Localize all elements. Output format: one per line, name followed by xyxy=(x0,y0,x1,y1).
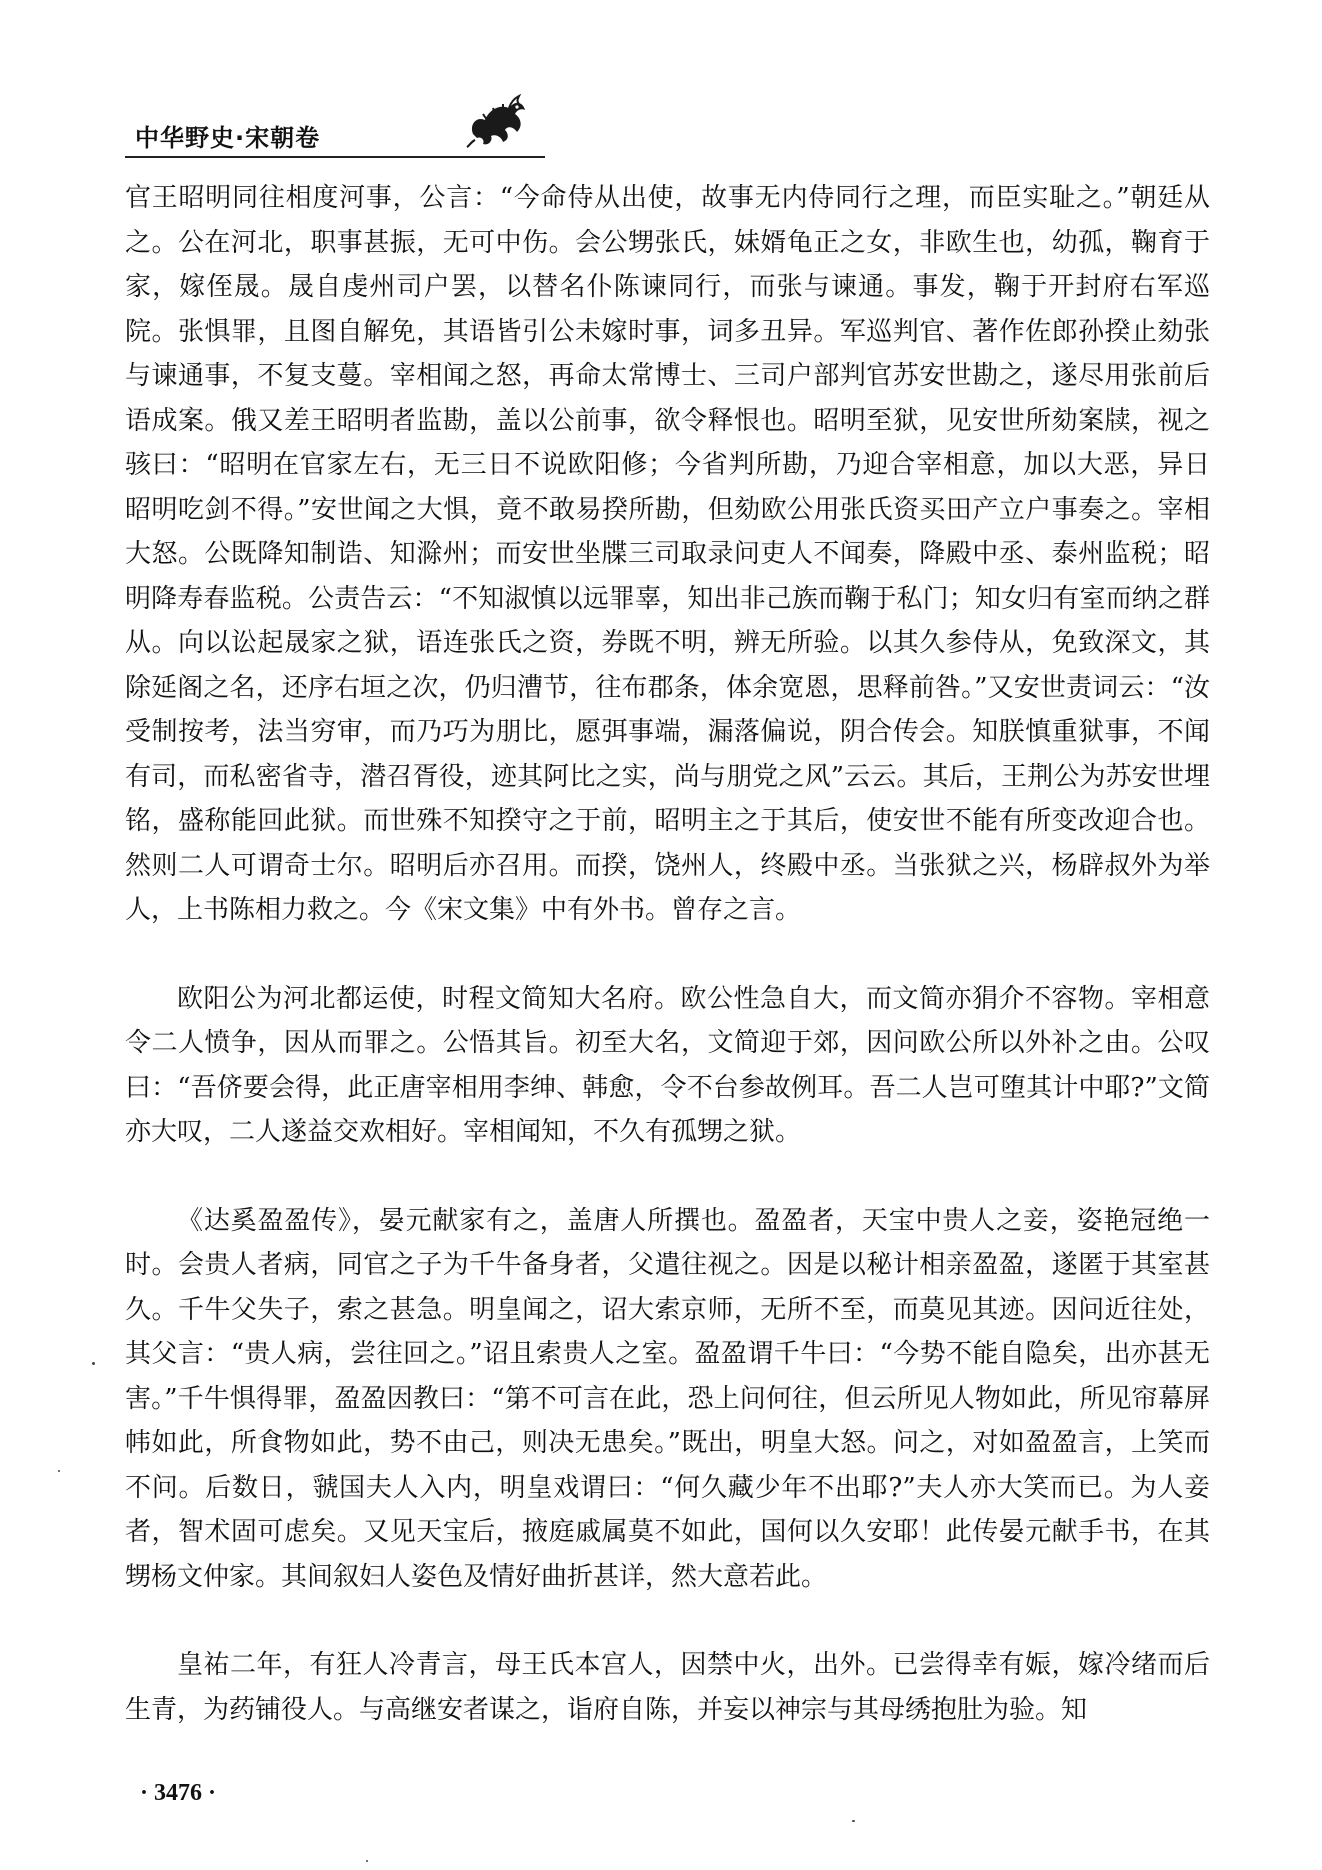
paragraph-3: 《达奚盈盈传》，晏元献家有之，盖唐人所撰也。盈盈者，天宝中贵人之妾，姿艳冠绝一时。会贵人者病，同官之子为千牛备身者，父遣往视之。因是以秘计相亲盈盈，遂匿于其室甚久。千牛父失子，索之甚急。明皇闻之，诏大索京师，无所不至，而莫见其迹。因问近往处，其父言：“贵人病，尝往回之。”诏且索贵人之室。盈盈谓千牛曰：“今势不能自隐矣，出亦甚无害。”千牛惧得罪，盈盈因教曰：“第不可言在此，恐上问何往，但云所见人物如此，所见帘幕屏帏如此，所食物如此，势不由己，则决无患矣。”既出，明皇大怒。问之，对如盈盈言，上笑而不问。后数日，虢国夫人入内，明皇戏谓曰：“何久藏少年不出耶?”夫人亦大笑而已。为人妾者，智术固可虑矣。又见天宝后，掖庭戚属莫不如此，国何以久安耶！此传晏元献手书，在其甥杨文仲家。其间叙妇人姿色及情好曲折甚详，然大意若此。 xyxy=(125,1205,1210,1592)
running-header xyxy=(125,80,545,155)
dragon-icon xyxy=(465,90,529,148)
scan-speck xyxy=(852,1820,855,1822)
header-rule xyxy=(125,156,545,158)
paragraph-4: 皇祐二年，有狂人冷青言，母王氏本宫人，因禁中火，出外。已尝得幸有娠，嫁冷绪而后生青，为药铺役人。与高继安者谋之，诣府自陈，并妄以神宗与其母绣抱肚为验。知 xyxy=(125,1650,1210,1725)
scan-speck xyxy=(92,1362,95,1365)
scan-speck xyxy=(366,1860,368,1862)
book-title: 中华野史·宋朝卷 xyxy=(135,124,321,152)
paragraph-1: 官王昭明同往相度河事，公言：“今命侍从出使，故事无内侍同行之理，而臣实耻之。”朝廷从之。公在河北，职事甚振，无可中伤。会公甥张氏，妹婿龟正之女，非欧生也，幼孤，鞠育于家，嫁侄晟。晟自虔州司户罢，以替名仆陈谏同行，而张与谏通。事发，鞠于开封府右军巡院。张惧罪，且图自解免，其语皆引公未嫁时事，词多丑异。军巡判官、著作佐郎孙揆止劾张与谏通事，不复支蔓。宰相闻之怒，再命太常博士、三司户部判官苏安世勘之，遂尽用张前后语成案。俄又差王昭明者监勘，盖以公前事，欲令释恨也。昭明至狱，见安世所劾案牍，视之骇曰：“昭明在官家左右，无三日不说欧阳修；今省判所勘，乃迎合宰相意，加以大恶，异日 昭明吃剑不得。”安世闻之大惧，竟不敢易揆所勘，但劾欧公用张氏资买田产立户事奏之。宰相大怒。公既降知制诰、知滁州；而安世坐牒三司取录问吏人不闻奏，降殿中丞、泰州监税；昭明降寿春监税。公责告云：“不知淑慎以远罪辜，知出非己族而鞠于私门；知女归有室而纳之群从。向以讼起晟家之狱，语连张氏之资，券既不明，辨无所验。以其久参侍从，免致深文，其除延阁之名，还序右垣之次，仍归漕节，往布郡条，体余宽恩，思释前咎。”又安世责词云：“汝受制按考，法当穷审，而乃巧为朋比，愿弭事端，漏落偏说，阴合传会。知朕慎重狱事，不闻有司，而私密省寺，潜召胥役，迹其阿比之实，尚与朋党之风”云云。其后，王荆公为苏安世埋铭，盛称能回此狱。而世殊不知揆守之于前，昭明主之于其后，使安世不能有所变改迎合也。然则二人可谓奇士尔。昭明后亦召用。而揆，饶州人，终殿中丞。当张狱之兴，杨辟叔外为举人，上书陈相力救之。今《宋文集》中有外书。曾存之言。 xyxy=(125,183,1210,925)
page-number: · 3476 · xyxy=(140,1780,217,1806)
scan-speck xyxy=(58,1470,60,1472)
paragraph-2: 欧阳公为河北都运使，时程文简知大名府。欧公性急自大，而文简亦狷介不容物。宰相意令二人愤争，因从而罪之。公悟其旨。初至大名，文简迎于郊，因问欧公所以外补之由。公叹曰：“吾侪要会得，此正唐宰相用李绅、韩愈，令不台参故例耳。吾二人岂可堕其计中耶?”文简亦大叹，二人遂益交欢相好。宰相闻知，不久有孤甥之狱。 xyxy=(125,983,1210,1147)
page-body xyxy=(125,176,1210,1732)
